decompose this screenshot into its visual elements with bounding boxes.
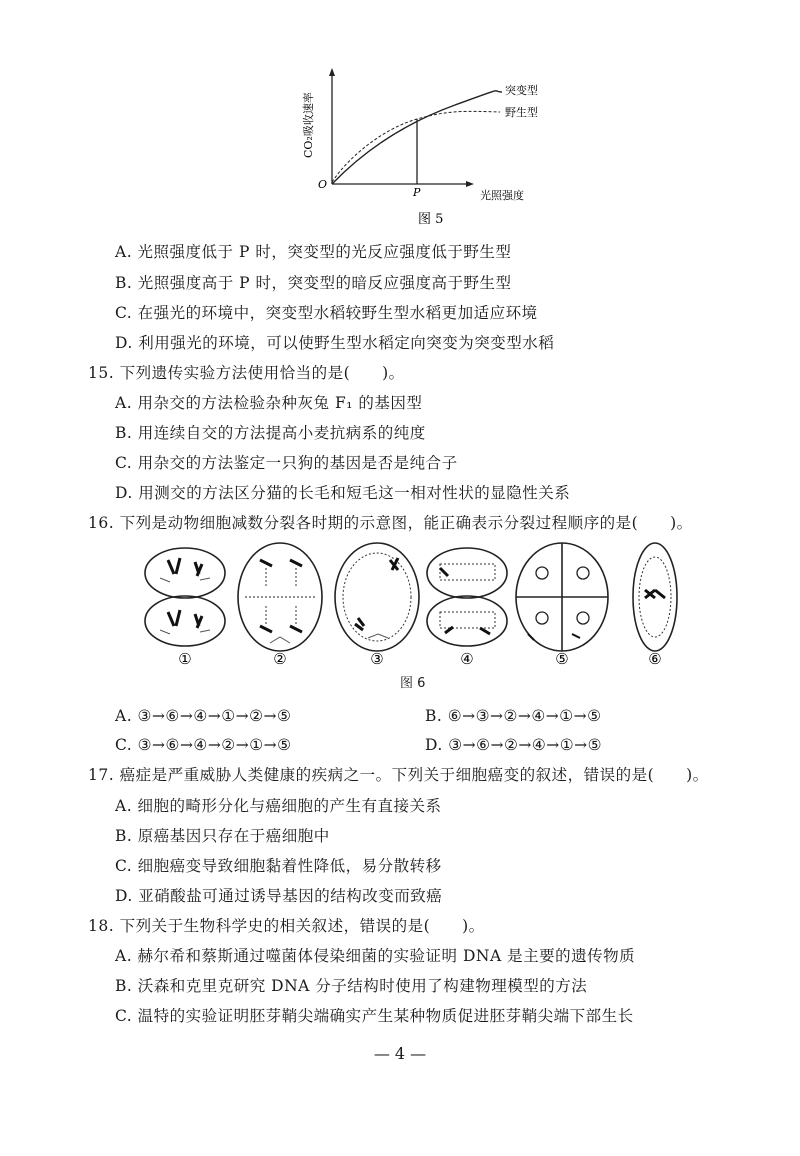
- q17-option-d: D. 亚硝酸盐可通过诱导基因的结构改变而致癌: [115, 887, 443, 905]
- x-axis-label: 光照强度: [480, 189, 524, 202]
- q14-option-b: B. 光照强度高于 P 时，突变型的暗反应强度高于野生型: [115, 274, 512, 292]
- figure-6-drawing: [140, 538, 680, 668]
- origin-label: O: [318, 178, 328, 191]
- q17-option-a: A. 细胞的畸形分化与癌细胞的产生有直接关系: [115, 797, 442, 815]
- q15-stem: 15. 下列遗传实验方法使用恰当的是( )。: [88, 364, 405, 382]
- x-axis-arrow: [466, 181, 474, 187]
- q14-option-d: D. 利用强光的环境，可以使野生型水稻定向突变为突变型水稻: [115, 334, 555, 352]
- figure-5-graph: [290, 60, 560, 230]
- cell-label-2: ②: [273, 650, 287, 668]
- cell-label-4: ④: [460, 650, 474, 668]
- q15-option-b: B. 用连续自交的方法提高小麦抗病系的纯度: [115, 424, 426, 442]
- figure-5: [290, 60, 560, 230]
- q18-option-c: C. 温特的实验证明胚芽鞘尖端确实产生某种物质促进胚芽鞘尖端下部生长: [115, 1007, 634, 1025]
- cell-2: [238, 543, 322, 651]
- q16-option-b: B. ⑥→③→②→④→①→⑤: [425, 707, 602, 725]
- p-label: P: [413, 186, 421, 199]
- cell-label-1: ①: [178, 650, 192, 668]
- q14-option-a: A. 光照强度低于 P 时，突变型的光反应强度低于野生型: [115, 243, 512, 261]
- q17-stem: 17. 癌症是严重威胁人类健康的疾病之一。下列关于细胞癌变的叙述，错误的是( )。: [88, 766, 709, 784]
- q18-stem: 18. 下列关于生物科学史的相关叙述，错误的是( )。: [88, 917, 485, 935]
- q17-option-c: C. 细胞癌变导致细胞黏着性降低，易分散转移: [115, 857, 442, 875]
- cell-6: [633, 543, 677, 651]
- legend-wild: 野生型: [505, 106, 538, 119]
- cell-1: [145, 548, 225, 646]
- y-axis-arrow: [329, 68, 335, 76]
- legend-mutant: 突变型: [505, 84, 538, 97]
- y-axis-label: CO₂吸收速率: [302, 92, 315, 158]
- cell-label-3: ③: [370, 650, 384, 668]
- q18-option-a: A. 赫尔希和蔡斯通过噬菌体侵染细菌的实验证明 DNA 是主要的遗传物质: [115, 947, 636, 965]
- q16-option-a: A. ③→⑥→④→①→②→⑤: [115, 707, 292, 725]
- q16-stem: 16. 下列是动物细胞减数分裂各时期的示意图，能正确表示分裂过程顺序的是( )。: [88, 514, 693, 532]
- q15-option-c: C. 用杂交的方法鉴定一只狗的基因是否是纯合子: [115, 454, 458, 472]
- q16-option-d: D. ③→⑥→②→④→①→⑤: [425, 736, 603, 754]
- q15-option-d: D. 用测交的方法区分猫的长毛和短毛这一相对性状的显隐性关系: [115, 484, 571, 502]
- cell-4: [427, 548, 507, 646]
- page-number: — 4 —: [373, 1044, 427, 1063]
- figure-6-caption: 图 6: [400, 676, 426, 691]
- q18-option-b: B. 沃森和克里克研究 DNA 分子结构时使用了构建物理模型的方法: [115, 977, 588, 995]
- cell-5: [516, 543, 608, 651]
- figure-6-cells: [140, 538, 680, 668]
- q15-option-a: A. 用杂交的方法检验杂种灰兔 F₁ 的基因型: [115, 394, 423, 412]
- figure-5-caption: 图 5: [418, 212, 444, 227]
- cell-3: [335, 543, 419, 651]
- q14-option-c: C. 在强光的环境中，突变型水稻较野生型水稻更加适应环境: [115, 304, 538, 322]
- q17-option-b: B. 原癌基因只存在于癌细胞中: [115, 827, 330, 845]
- cell-label-6: ⑥: [648, 650, 662, 668]
- cell-label-5: ⑤: [555, 650, 569, 668]
- q16-option-c: C. ③→⑥→④→②→①→⑤: [115, 736, 292, 754]
